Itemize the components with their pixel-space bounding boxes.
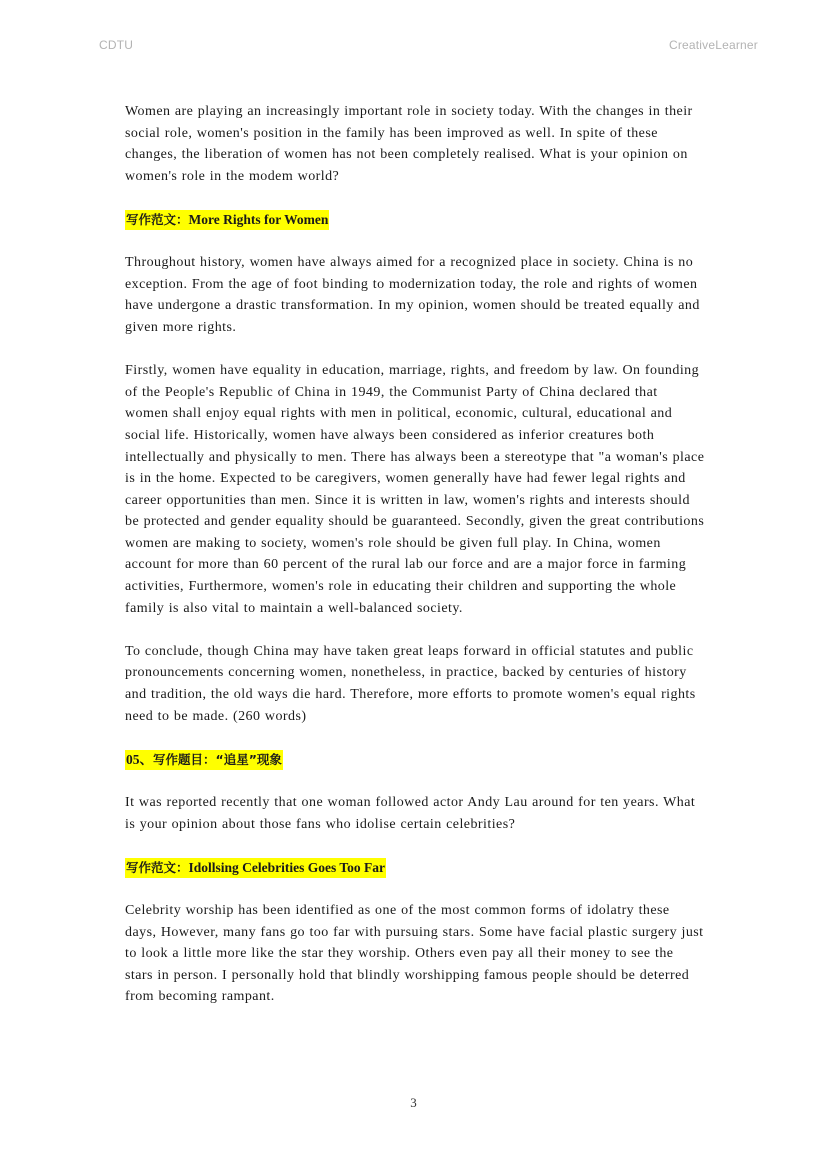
- topic-label: 写作题目：“追星”现象: [153, 751, 282, 767]
- topic-prompt-paragraph: It was reported recently that one woman followed actor Andy Lau around for ten years. What is your opinion about those fans who idolise certain celebrities?: [125, 795, 696, 832]
- essay-heading: [125, 209, 705, 231]
- topic-prompt-paragraph: Women are playing an increasingly important role in society today. With the changes in their social role, women's position in the family has been improved as well. In spite of these changes, the liberation of women has not been completely realised. What is your opinion on women's role in the modem world?: [125, 104, 693, 184]
- highlighted-heading: [125, 750, 283, 770]
- page-number: 3: [410, 1095, 417, 1110]
- essay-title: Idollsing Celebrities Goes Too Far: [188, 859, 386, 875]
- essay-paragraph: To conclude, though China may have taken great leaps forward in official statutes and public pronouncements concerning women, nonetheless, in practice, backed by centuries of history and tradition, the old ways die hard. Therefore, more efforts to promote women's equal rights need to be made. (260 words): [125, 643, 696, 724]
- highlighted-heading: [125, 858, 386, 878]
- essay-title: More Rights for Women: [188, 211, 329, 227]
- essay-paragraph: Celebrity worship has been identified as one of the most common forms of idolatry these days, However, many fans go too far with pursuing stars. Some have facial plastic surgery just to look a little more like the star they worship. Others even pay all their money to see the stars in person. I personally hold that blindly worshipping famous people should be deterred from becoming rampant.: [125, 902, 704, 1005]
- essay-paragraph: Firstly, women have equality in education, marriage, rights, and freedom by law. On founding of the People's Republic of China in 1949, the Communist Party of China declared that women shall enjoy equal rights with men in political, economic, cultural, educational and social life. Historically, women have always been considered as inferior creatures both intellectually and physically to men. There has always been a stereotype that "a woman's place is in the home. Expected to be caregivers, women generally have had fewer legal rights and career opportunities than men. Since it is written in law, women's rights and interests should be protected and gender equality should be guaranteed. Secondly, given the great contributions women are making to society, women's role should be given full play. In China, women account for more than 60 percent of the rural lab our force and are a major force in farming activities, Furthermore, women's role in educating their children and supporting the whole family is also vital to maintain a well-balanced society.: [125, 363, 705, 616]
- page-body: [125, 101, 705, 1008]
- running-header-left: CDTU: [99, 38, 134, 52]
- essay-heading: [125, 857, 705, 879]
- highlighted-heading: [125, 210, 329, 230]
- running-header-right: CreativeLearner: [668, 38, 758, 52]
- topic-heading: [125, 749, 705, 771]
- essay-paragraph: Throughout history, women have always aimed for a recognized place in society. China is no exception. From the age of foot binding to modernization today, the role and rights of women have undergone a drastic transformation. In my opinion, women should be treated equally and given more rights.: [125, 255, 700, 335]
- heading-prefix: 写作范文：: [126, 211, 189, 227]
- topic-number: 05、: [126, 751, 153, 767]
- heading-prefix: 写作范文：: [126, 859, 189, 875]
